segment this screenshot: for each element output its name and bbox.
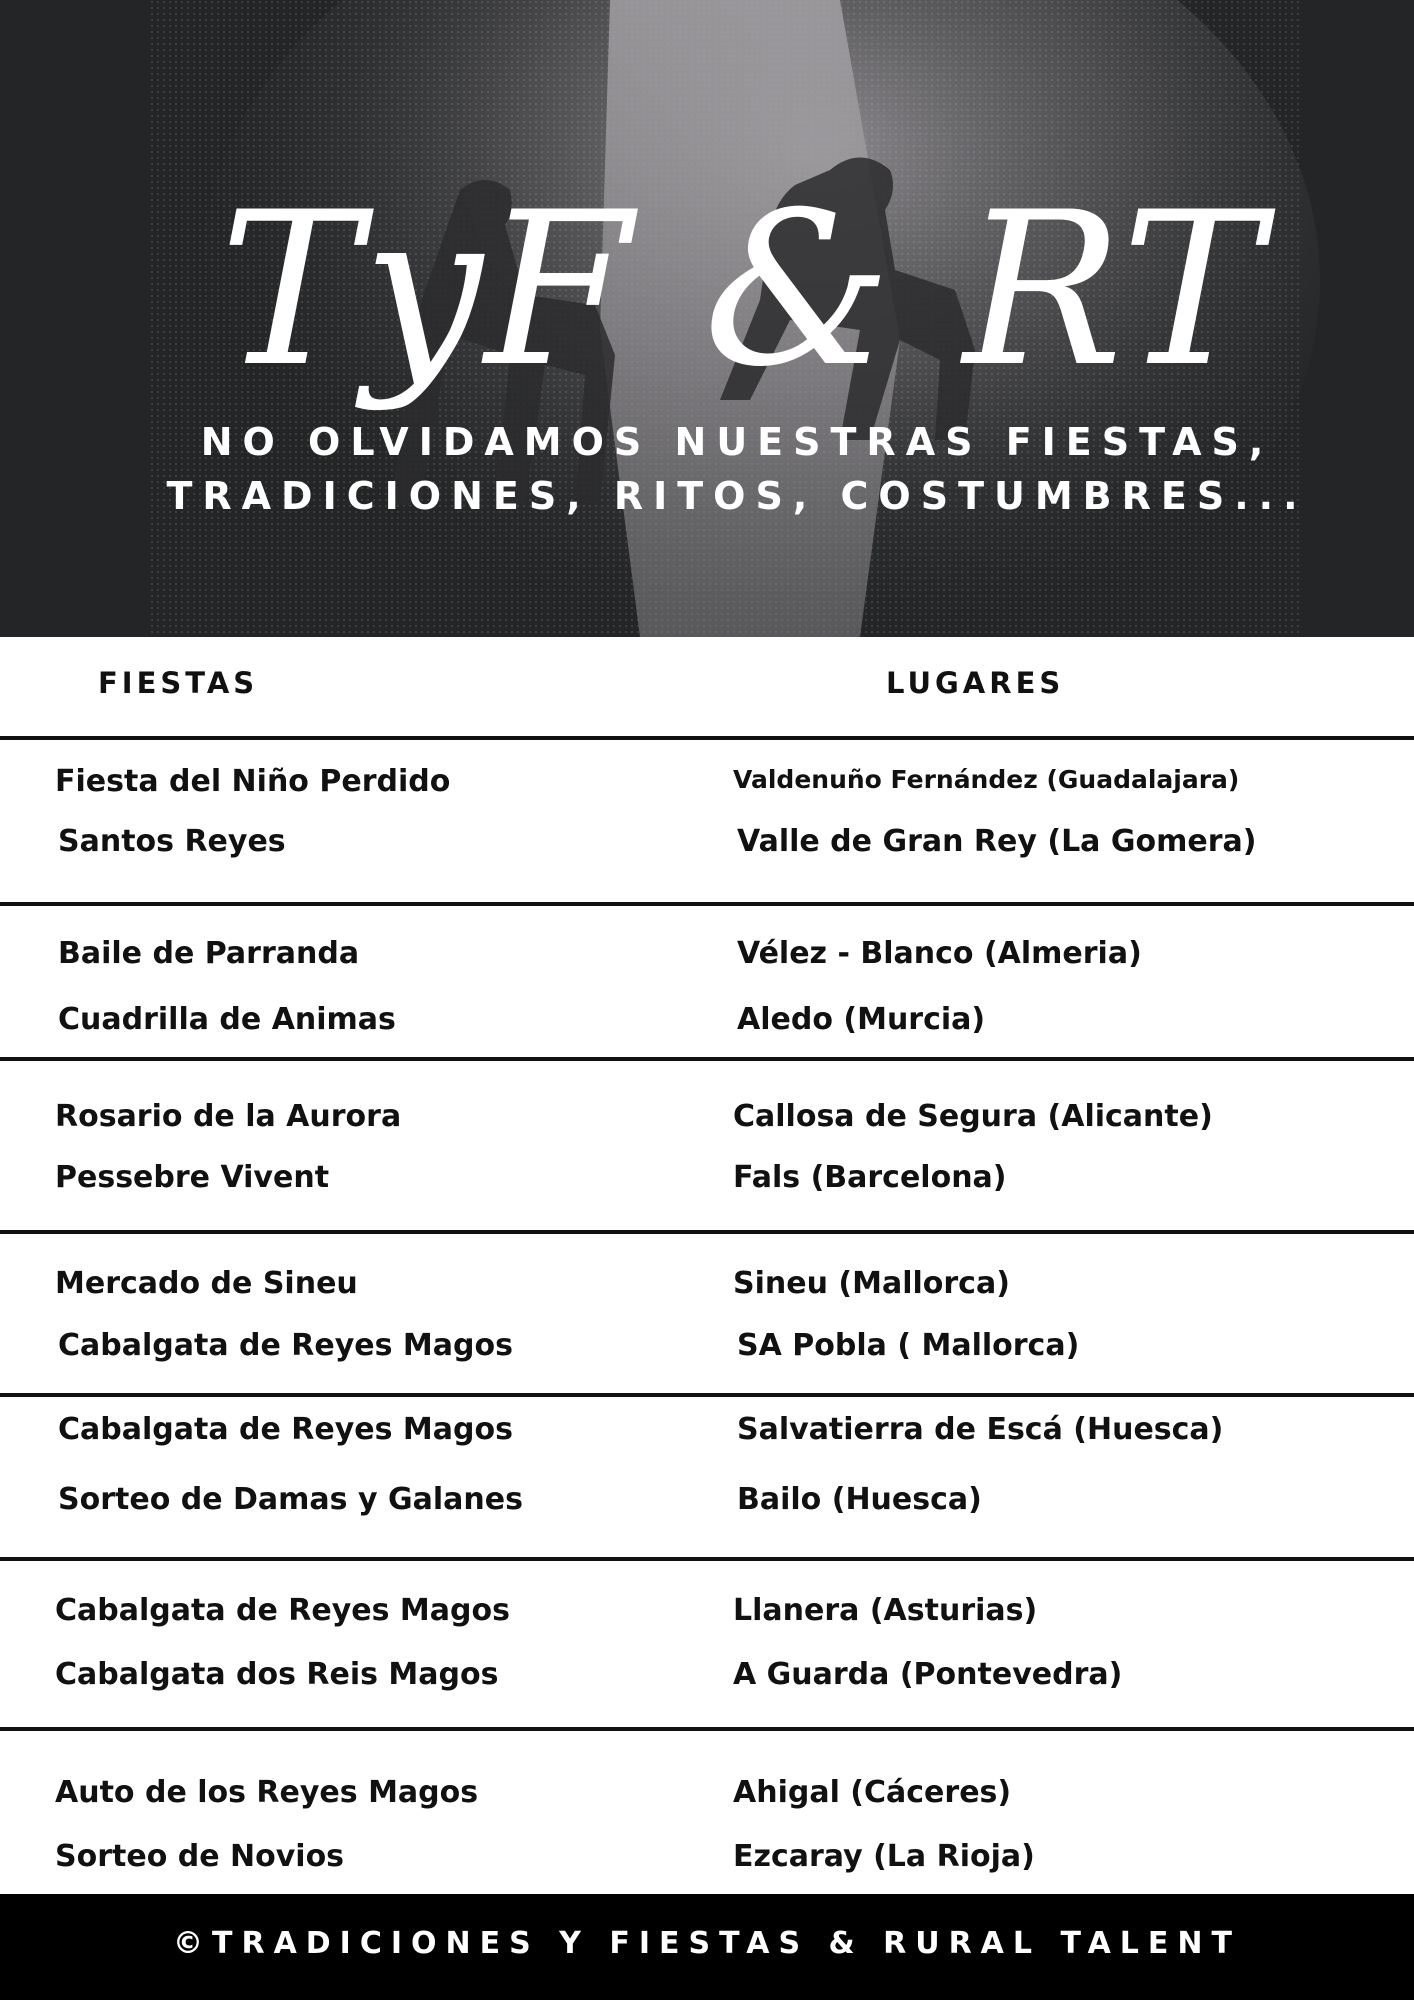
footer-copyright: ©TRADICIONES Y FIESTAS & RURAL TALENT (173, 1926, 1241, 1961)
divider (0, 902, 1414, 906)
fiesta-name: Baile de Parranda (58, 936, 360, 971)
divider (0, 1230, 1414, 1234)
subtitle-line-2: TRADICIONES, RITOS, COSTUMBRES... (166, 474, 1308, 518)
lugar-name: Ahigal (Cáceres) (733, 1775, 1012, 1810)
fiesta-name: Mercado de Sineu (55, 1266, 358, 1301)
lugar-name: Aledo (Murcia) (737, 1002, 986, 1037)
fiesta-name: Cabalgata de Reyes Magos (58, 1412, 513, 1447)
divider (0, 1727, 1414, 1731)
subtitle-line-1: NO OLVIDAMOS NUESTRAS FIESTAS, (200, 420, 1274, 464)
lugar-name: Sineu (Mallorca) (733, 1266, 1010, 1301)
fiesta-name: Cabalgata dos Reis Magos (55, 1657, 499, 1692)
fiesta-name: Pessebre Vivent (55, 1160, 330, 1195)
lugar-name: Bailo (Huesca) (737, 1482, 982, 1517)
lugar-name: Valdenuño Fernández (Guadalajara) (733, 765, 1240, 794)
fiesta-name: Fiesta del Niño Perdido (55, 764, 451, 799)
fiesta-name: Sorteo de Novios (55, 1839, 345, 1874)
divider (0, 736, 1414, 740)
lugar-name: Salvatierra de Escá (Huesca) (737, 1412, 1224, 1447)
lugar-name: Ezcaray (La Rioja) (733, 1839, 1035, 1874)
fiesta-name: Cabalgata de Reyes Magos (58, 1328, 513, 1363)
lugar-name: A Guarda (Pontevedra) (733, 1657, 1123, 1692)
divider (0, 1557, 1414, 1561)
footer (0, 1894, 1414, 2000)
hero-banner (0, 0, 1414, 637)
fiesta-name: Sorteo de Damas y Galanes (58, 1482, 523, 1517)
lugar-name: Llanera (Asturias) (733, 1593, 1038, 1628)
lugar-name: SA Pobla ( Mallorca) (737, 1328, 1080, 1363)
lugar-name: Fals (Barcelona) (733, 1160, 1007, 1195)
column-header-fiestas: FIESTAS (98, 666, 259, 700)
page-title: TyF & RT (219, 166, 1265, 413)
lugar-name: Callosa de Segura (Alicante) (733, 1099, 1213, 1134)
fiesta-name: Santos Reyes (58, 824, 286, 859)
lugar-name: Valle de Gran Rey (La Gomera) (737, 824, 1257, 859)
column-header-lugares: LUGARES (886, 666, 1065, 700)
fiesta-name: Cuadrilla de Animas (58, 1002, 396, 1037)
fiesta-name: Auto de los Reyes Magos (55, 1775, 479, 1810)
lugar-name: Vélez - Blanco (Almeria) (737, 936, 1142, 971)
divider (0, 1057, 1414, 1061)
fiesta-name: Cabalgata de Reyes Magos (55, 1593, 510, 1628)
divider (0, 1393, 1414, 1397)
fiesta-name: Rosario de la Aurora (55, 1099, 402, 1134)
